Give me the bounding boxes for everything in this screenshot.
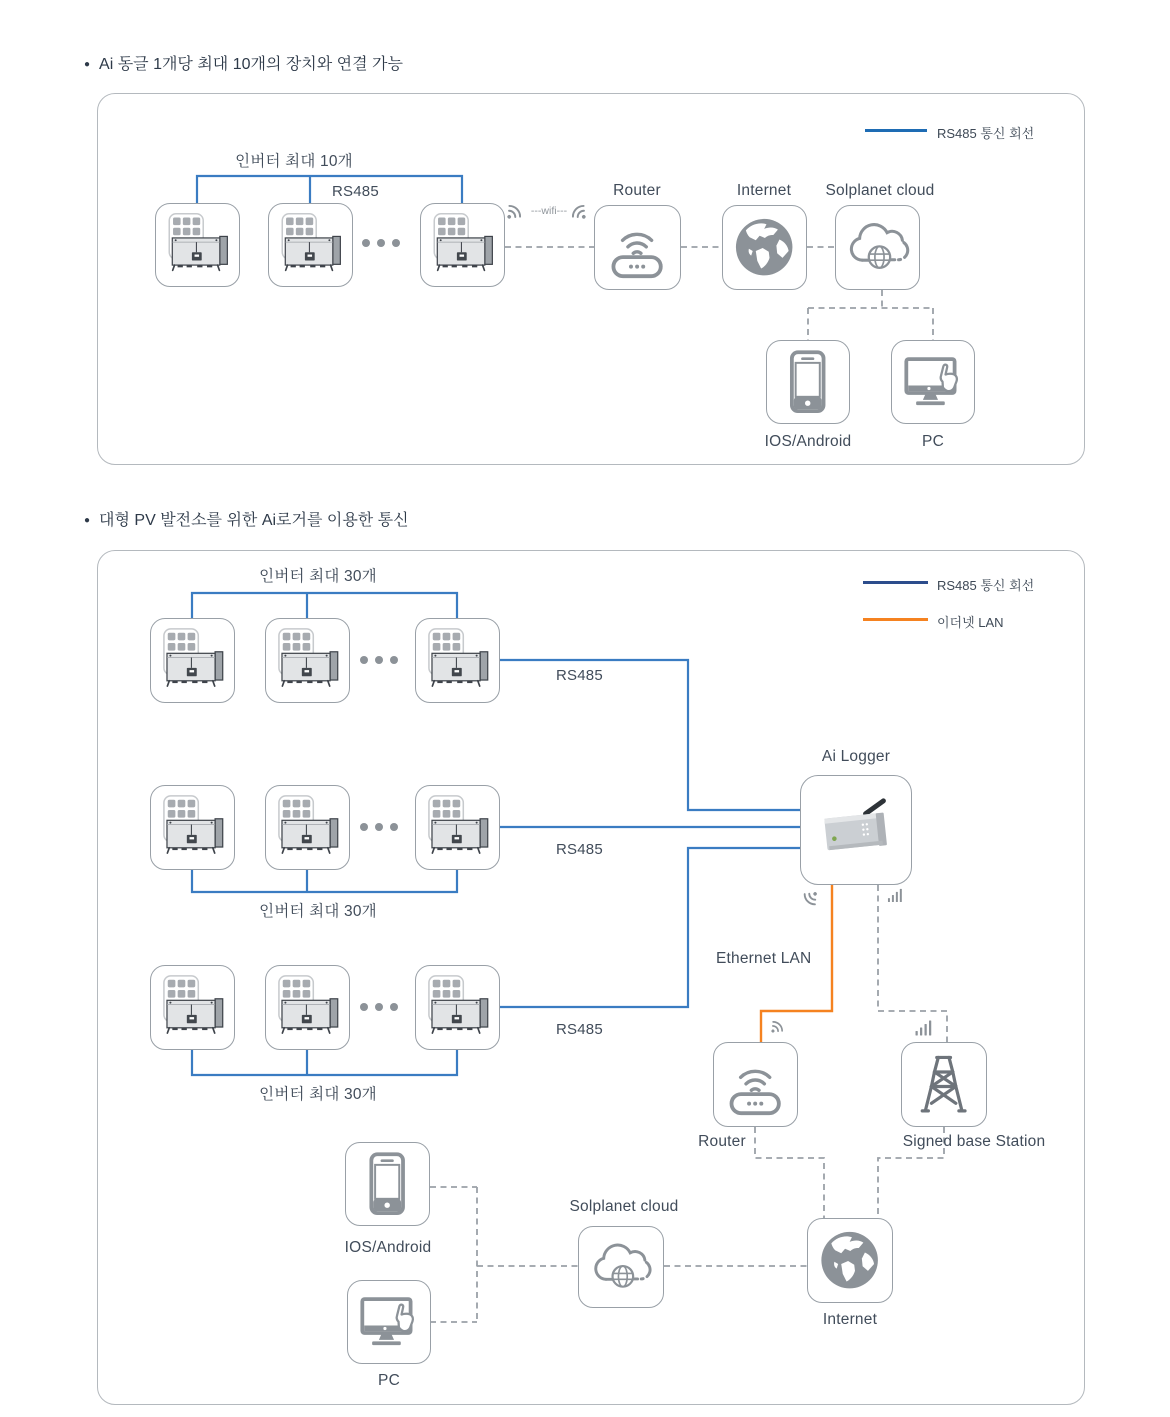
rs485-label-row1: RS485	[556, 667, 603, 684]
legend-rs485-line-s1	[865, 129, 927, 132]
router-node	[594, 205, 681, 290]
signal-bars-icon	[884, 884, 906, 906]
phone-node	[345, 1142, 430, 1226]
ethernet-label: Ethernet LAN	[716, 950, 812, 967]
router-label-s2: Router	[698, 1133, 746, 1150]
legend-rs485-label-s1: RS485 통신 회선	[937, 126, 1035, 141]
inverter-icon	[154, 622, 230, 698]
logger-label: Ai Logger	[821, 748, 891, 765]
pc-icon	[895, 344, 970, 419]
inverter-node	[265, 965, 350, 1050]
section1-title-text: Ai 동글 1개당 최대 10개의 장치와 연결 가능	[99, 56, 403, 73]
router-icon	[717, 1046, 793, 1122]
inverter-icon	[154, 969, 230, 1045]
phone-label-s1: IOS/Android	[764, 433, 852, 450]
ellipsis-dots	[360, 656, 398, 664]
rs485-label-s1: RS485	[332, 183, 379, 200]
internet-label-s1: Internet	[736, 182, 792, 199]
cloud-node	[835, 205, 920, 290]
ellipsis-dots	[362, 239, 400, 247]
inverter-icon	[269, 789, 345, 865]
internet-label-s2: Internet	[822, 1311, 878, 1328]
inverter-icon	[154, 789, 230, 865]
inverter-icon	[419, 622, 495, 698]
inverter-icon	[424, 207, 500, 282]
signal-bars-icon	[911, 1015, 936, 1040]
pc-node	[891, 340, 975, 424]
router-node	[713, 1042, 798, 1127]
tower-icon	[905, 1046, 982, 1122]
rs485-label-row3: RS485	[556, 1021, 603, 1038]
inverter-node	[420, 203, 505, 287]
inverter-icon	[269, 969, 345, 1045]
internet-node	[722, 205, 807, 290]
globe-icon	[726, 209, 802, 285]
inverter-node	[415, 965, 500, 1050]
base-station-node	[901, 1042, 987, 1127]
inverter-node	[265, 618, 350, 703]
legend-ethernet-label: 이더넷 LAN	[937, 615, 1004, 630]
base-station-label: Signed base Station	[902, 1133, 1046, 1150]
phone-icon	[770, 344, 845, 419]
ellipsis-dots	[360, 823, 398, 831]
cloud-icon	[582, 1230, 659, 1304]
inverter-icon	[159, 207, 235, 282]
pc-node	[347, 1280, 431, 1364]
rs485-label-row2: RS485	[556, 841, 603, 858]
inverter-node	[268, 203, 353, 287]
wifi-text: ---wifi---	[530, 205, 568, 217]
inverter-node	[150, 965, 235, 1050]
cloud-node	[578, 1226, 664, 1308]
ellipsis-dots	[360, 1003, 398, 1011]
inverter-node	[415, 618, 500, 703]
phone-icon	[349, 1146, 425, 1221]
inverter-group-label-row1: 인버터 최대 30개	[259, 568, 377, 585]
inverter-node	[265, 785, 350, 870]
pc-label-s2: PC	[378, 1372, 400, 1389]
inverter-icon	[269, 622, 345, 698]
phone-node	[766, 340, 850, 424]
router-icon	[598, 209, 676, 285]
rs485-bracket-s1	[197, 176, 462, 203]
inverter-group-label-s1: 인버터 최대 10개	[235, 153, 353, 170]
internet-node	[807, 1218, 893, 1303]
inverter-icon	[419, 789, 495, 865]
globe-icon	[811, 1222, 888, 1298]
inverter-icon	[419, 969, 495, 1045]
inverter-icon	[272, 207, 348, 282]
legend-rs485-line-s2	[863, 581, 928, 584]
inverter-node	[150, 618, 235, 703]
pc-icon	[351, 1284, 426, 1359]
inverter-node	[415, 785, 500, 870]
cloud-label-s2: Solplanet cloud	[569, 1198, 679, 1215]
pc-label-s1: PC	[922, 433, 944, 450]
logger-icon	[805, 780, 906, 879]
inverter-node	[150, 785, 235, 870]
logger-node	[800, 775, 912, 885]
cloud-icon	[839, 209, 915, 285]
inverter-group-label-row2: 인버터 최대 30개	[259, 903, 377, 920]
phone-label-s2: IOS/Android	[344, 1239, 432, 1256]
legend-rs485-label-s2: RS485 통신 회선	[937, 578, 1035, 593]
cloud-label-s1: Solplanet cloud	[825, 182, 935, 199]
router-label-s1: Router	[613, 182, 661, 199]
inverter-group-label-row3: 인버터 최대 30개	[259, 1086, 377, 1103]
section2-title-text: 대형 PV 발전소를 위한 Ai로거를 이용한 통신	[99, 512, 409, 529]
legend-ethernet-line	[863, 618, 928, 621]
inverter-node	[155, 203, 240, 287]
